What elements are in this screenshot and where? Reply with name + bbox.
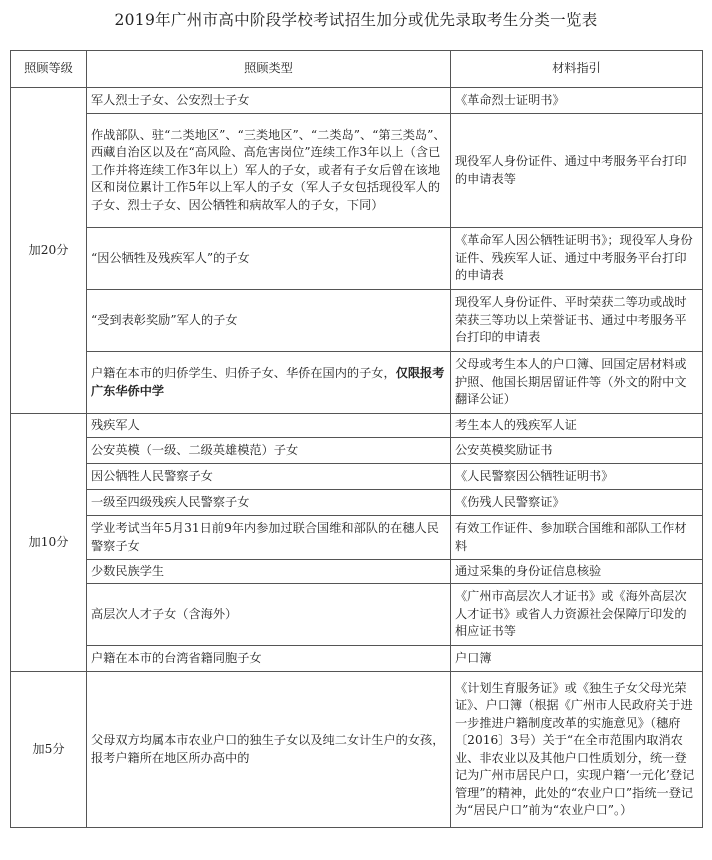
table-row [11, 560, 703, 584]
table-row [11, 114, 703, 228]
header-type: 照顾类型 [87, 51, 451, 88]
material-cell: 父母或考生本人的户口簿、回国定居材料或护照、他国长期居留证件等（外文的附中文翻译公证） [451, 352, 703, 414]
type-cell: 因公牺牲人民警察子女 [87, 464, 451, 490]
table-row [11, 584, 703, 646]
type-cell: 学业考试当年5月31日前9年内参加过联合国维和部队的在穗人民警察子女 [87, 516, 451, 560]
material-cell: 考生本人的残疾军人证 [451, 414, 703, 438]
material-cell: 现役军人身份证件、通过中考服务平台打印的申请表等 [451, 114, 703, 228]
type-cell: 公安英模（一级、二级英雄模范）子女 [87, 438, 451, 464]
level-cell-5: 加5分 [11, 672, 87, 828]
type-cell: 户籍在本市的台湾省籍同胞子女 [87, 646, 451, 672]
material-cell: 《计划生育服务证》或《独生子女父母光荣证》、户口簿（根据《广州市人民政府关于进一步推进户籍制度改革的实施意见》（穗府〔2016〕3号）关于“在全市范围内取消农业、非农业以及其他户口性质划分，统一登记为广州市居民户口，实现户籍‘一元化’登记管理”的精神，此处的“农业户口”指统一登记为“居民户口”前为“农业户口”。） [451, 672, 703, 828]
header-level: 照顾等级 [11, 51, 87, 88]
material-cell: 《伤残人民警察证》 [451, 490, 703, 516]
admission-bonus-table [10, 50, 703, 828]
type-cell: 残疾军人 [87, 414, 451, 438]
type-cell: “受到表彰奖励”军人的子女 [87, 290, 451, 352]
table-row [11, 352, 703, 414]
level-cell-20: 加20分 [11, 88, 87, 414]
material-cell: 公安英模奖励证书 [451, 438, 703, 464]
type-cell: “因公牺牲及残疾军人”的子女 [87, 228, 451, 290]
type-cell: 少数民族学生 [87, 560, 451, 584]
type-cell: 高层次人才子女（含海外） [87, 584, 451, 646]
material-cell: 《人民警察因公牺牲证明书》 [451, 464, 703, 490]
header-material: 材料指引 [451, 51, 703, 88]
level-cell-10: 加10分 [11, 414, 87, 672]
material-cell: 有效工作证件、参加联合国维和部队工作材料 [451, 516, 703, 560]
material-cell: 通过采集的身份证信息核验 [451, 560, 703, 584]
type-cell: 一级至四级残疾人民警察子女 [87, 490, 451, 516]
type-cell [87, 352, 451, 414]
table-header-row [11, 51, 703, 88]
type-cell: 父母双方均属本市农业户口的独生子女以及纯二女计生户的女孩，报考户籍所在地区所办高中的 [87, 672, 451, 828]
document-title: 2019年广州市高中阶段学校考试招生加分或优先录取考生分类一览表 [114, 11, 598, 29]
table-row [11, 438, 703, 464]
type-cell: 作战部队、驻“二类地区”、“三类地区”、“二类岛”、“第三类岛”、西藏自治区以及在“高风险、高危害岗位”连续工作3年以上（含已工作并将连续工作3年以上）军人的子女，或者有子女后曾在该地区和岗位累计工作5年以上军人的子女（军人子女包括现役军人的子女、烈士子女、因公牺牲和病故军人的子女，下同） [87, 114, 451, 228]
table-row [11, 646, 703, 672]
table-row [11, 88, 703, 114]
table-row [11, 414, 703, 438]
material-cell: 《革命军人因公牺牲证明书》；现役军人身份证件、残疾军人证、通过中考服务平台打印的申请表 [451, 228, 703, 290]
table-row [11, 516, 703, 560]
material-cell: 现役军人身份证件、平时荣获二等功或战时荣获三等功以上荣誉证书、通过中考服务平台打印的申请表 [451, 290, 703, 352]
type-cell: 军人烈士子女、公安烈士子女 [87, 88, 451, 114]
material-cell: 《革命烈士证明书》 [451, 88, 703, 114]
table-row [11, 672, 703, 828]
table-row [11, 228, 703, 290]
material-cell: 户口簿 [451, 646, 703, 672]
type-highlight: 仅限报考广东华侨中学 [91, 366, 445, 398]
table-row [11, 464, 703, 490]
type-text: 户籍在本市的归侨学生、归侨子女、华侨在国内的子女， [91, 366, 396, 380]
table-row [11, 490, 703, 516]
table-row [11, 290, 703, 352]
material-cell: 《广州市高层次人才证书》或《海外高层次人才证书》或省人力资源社会保障厅印发的相应证书等 [451, 584, 703, 646]
